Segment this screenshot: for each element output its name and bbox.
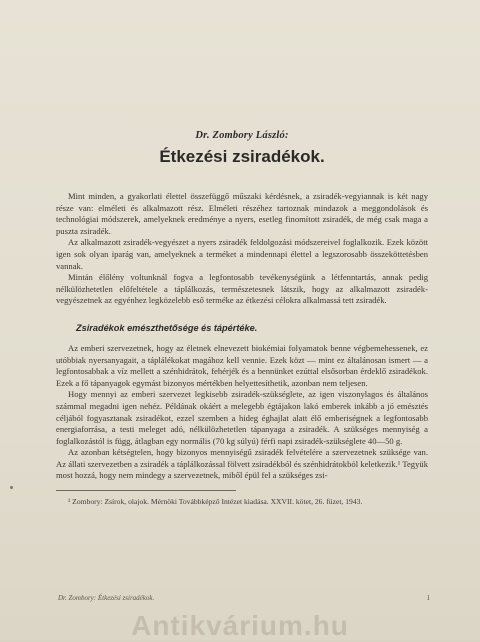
author-line: Dr. Zombory László: bbox=[195, 130, 289, 141]
watermark: Antikvárium.hu bbox=[131, 610, 349, 641]
footnote-divider bbox=[56, 490, 236, 491]
section-paragraph-2: Hogy mennyi az emberi szervezet legkisebb zsiradék-szükséglete, az igen viszonylagos és általános számmal megadni igen nehéz. Példának okáért a melegebb égtájakon lakó emberek inkább a jó emésztés céljából fogyasztanak zsiradékot, ezzel szemben a hideg éghajlat alatt élő emberiségnek a legfontosabb energiaforrása, a testi meleget adó, nélkülözhetetlen tápanyaga a zsiradék. A szükséges mennyiség a foglalkozástól is függ, átlagban egy normális (70 kg súlyú) férfi napi zsiradék-szükséglete 40—50 g. bbox=[56, 389, 428, 446]
margin-dot bbox=[10, 486, 13, 489]
section-paragraph-1: Az emberi szervezetnek, hogy az életnek elnevezett biokémiai folyamatok benne végbemehessenek, ez utóbbiak nyersanyagait, a táplálékokat magához kell vennie. Ezek közt — mint ez általánosan ismert — a legfontosabbak a víz mellett a szénhidrátok, fehérjék és a bennünket ezúttal elsősorban érdeklő zsiradékok. Ezek a fő tápanyagok egymást bizonyos mértékben helyettesíthetik, azonban nem teljesen. bbox=[56, 342, 428, 388]
section-heading: Zsiradékok emészthetősége és tápértéke. bbox=[76, 322, 258, 333]
page-footer bbox=[58, 594, 430, 602]
intro-paragraph-1: Mint minden, a gyakorlati élettel összefüggő műszaki kérdésnek, a zsiradék-vegyiannak is két nagy része van: elméleti és alkalmazott rész. Elméleti részéhez tartoznak mindazok a meggondolások és technológiai módszerek, amelyeknek eredménye a nyers, esetleg finomított zsiradék, de még csak maga a puszta zsiradék. bbox=[56, 191, 428, 236]
section-paragraph-3: Az azonban kétségtelen, hogy bizonyos mennyiségű zsiradék felvételére a szervezetnek szüksége van. Az állati szervezetben a zsiradék a táplálkozással fölvett zsiradékból és szénhidrátokból keletkezik.¹ Tegyük most hozzá, hogy nem mindegy a szervezetnek, miből épül fel a szükséges zsi- bbox=[56, 447, 428, 481]
intro-paragraph-3: Mintán élőlény voltunknál fogva a legfontosabb tevékenységünk a létfenntartás, annak pedig nélkülözhetetlen előfeltétele a táplálkozás, természetesnek látszik, hogy az alkalmazott zsiradék-vegyészetnek az egyénhez legközelebb eső terméke az étkezési célokra alkalmassá tett zsiradék. bbox=[56, 272, 428, 306]
article-title: Étkezési zsiradékok. bbox=[159, 147, 325, 166]
article-body bbox=[56, 130, 428, 507]
running-title: Dr. Zombory: Étkezési zsiradékok. bbox=[58, 594, 155, 602]
page-number: 1 bbox=[426, 594, 430, 602]
footnote: ¹ Zombory: Zsírok, olajok. Mérnöki Továbbképző Intézet kiadása. XXVII. kötet, 26. füzet, 1943. bbox=[68, 497, 363, 507]
intro-paragraph-2: Az alkalmazott zsiradék-vegyészet a nyers zsiradék feldolgozási módszereivel foglalkozik. Ezek között igen sok olyan iparág van, amelyeknek a terméket a mindennapi élettel a legszorosabb összeköttetésben vannak. bbox=[56, 237, 428, 271]
